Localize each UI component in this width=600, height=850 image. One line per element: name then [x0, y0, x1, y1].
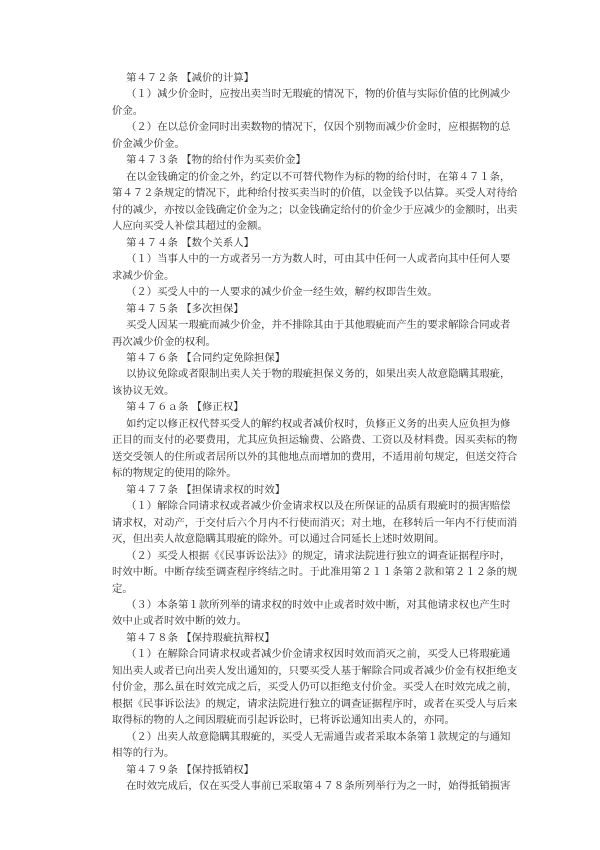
article-heading: 第４７８条 【保持瑕疵抗辩权】 [126, 631, 275, 644]
article-heading: 第４７２条 【减价的计算】 [126, 72, 254, 84]
text-line: （１）当事人中的一方或者另一方为数人时，可由其中任何一人或者向其中任何人要 [126, 253, 511, 266]
article [112, 70, 511, 152]
text-line: 在时效完成后，仅在买受人事前已采取第４７８条所列举行为之一时，始得抵销损害 [126, 780, 511, 793]
paragraph [112, 597, 511, 630]
text-line: 求减少价金。 [112, 269, 175, 282]
article [112, 235, 511, 301]
text-line: 灭，但出卖人故意隐瞒其瑕疵的除外。可以通过合同延长上述时效期间。 [112, 533, 445, 546]
article [112, 762, 511, 795]
text-line: 再次减少价金的权利。 [112, 335, 216, 348]
article-heading: 第４７５条 【多次担保】 [126, 302, 244, 315]
paragraph [112, 251, 511, 284]
paragraph [112, 86, 511, 119]
article-heading: 第４７３条 【物的给付作为买卖价金】 [126, 154, 306, 167]
document-page [112, 70, 518, 795]
article [112, 630, 518, 762]
article-heading: 第４７４条 【数个关系人】 [126, 236, 254, 249]
article-heading: 第４７９条 【保持抵销权】 [126, 763, 254, 776]
paragraph [112, 366, 511, 399]
text-line: 送交受领人的住所或者居所以外的其他地点而增加的费用，不适用前句规定，但送交符合 [112, 450, 518, 463]
text-line: 标的物规定的使用的除外。 [112, 467, 237, 480]
text-line: （１）在解除合同请求权或者减少价金请求权因时效而消灭之前，买受人已将瑕疵通 [126, 648, 511, 661]
text-line: 如约定以修正权代替买受人的解约权或者减价权时，负修正义务的出卖人应负担为修 [126, 417, 511, 430]
text-line: 定。 [112, 582, 133, 595]
paragraph [112, 284, 498, 300]
article [112, 301, 511, 350]
text-line: 该协议无效。 [112, 384, 175, 397]
paragraph [112, 498, 518, 547]
text-line: （２）在以总价金同时出卖数物的情况下，仅因个别物而减少价金时，应根据物的总 [126, 121, 511, 134]
text-line: 时效中断。中断存续至调查程序终结之时。于此准用第２１１条第２款和第２１２条的规 [112, 566, 518, 579]
article-heading: 第４７７条 【担保请求权的时效】 [126, 483, 286, 496]
article-heading: 第４７６条 【合同约定免除担保】 [126, 351, 286, 364]
paragraph [112, 778, 511, 794]
text-line: 效中止或者时效中断的效力。 [112, 615, 248, 628]
text-line: 人应向买受人补偿其超过的金额。 [112, 220, 268, 233]
text-line: 相等的行为。 [112, 747, 175, 760]
text-line: 付价金，那么虽在时效完成之后，买受人仍可以拒绝支付价金。买受人在时效完成之前， [112, 681, 518, 694]
text-line: 买受人因某一瑕疵而减少价金，并不排除其由于其他瑕疵而产生的要求解除合同或者 [126, 319, 511, 332]
text-line: 以协议免除或者限制出卖人关于物的瑕疵担保义务的，如果出卖人故意隐瞒其瑕疵， [126, 368, 511, 381]
text-line: （２）买受人中的一人要求的减少价金一经生效，解约权即告生效。 [126, 286, 438, 299]
article [112, 482, 518, 630]
text-line: 在以金钱确定的价金之外，约定以不可替代物作为标的物的给付时，在第４７１条， [126, 170, 511, 183]
text-line: （２）买受人根据《《民事诉讼法》》的规定，请求法院进行独立的调查证据程序时， [126, 549, 511, 562]
text-line: 价金。 [112, 104, 144, 117]
paragraph [112, 169, 518, 235]
paragraph [112, 119, 511, 152]
text-line: 价金减少价金。 [112, 137, 185, 150]
text-line: （２）出卖人故意隐瞒其瑕疵的，买受人无需通告或者采取本条第１款规定的与通知 [126, 730, 511, 743]
text-line: 知出卖人或者已向出卖人发出通知的，只要买受人基于解除合同或者减少价金有权拒绝支 [112, 664, 518, 677]
paragraph [112, 416, 518, 482]
article [112, 152, 518, 234]
paragraph [112, 646, 518, 728]
article-heading: 第４７６ａ条 【修正权】 [126, 401, 244, 414]
text-line: 取得标的物的人之间因瑕疵而引起诉讼时，已将诉讼通知出卖人的，亦同。 [112, 714, 455, 727]
paragraph [112, 548, 518, 597]
article [112, 350, 511, 399]
text-line: （３）本条第１款所列举的请求权的时效中止或者时效中断，对其他请求权也产生时 [126, 599, 511, 611]
text-line: 第４７２条规定的情况下，此种给付按买卖当时的价值，以金钱予以估算。买受人对待给 [112, 187, 518, 200]
paragraph [112, 729, 511, 762]
text-line: 请求权，对动产，于交付后六个月内不行使而消灭；对土地，在移转后一年内不行使而消 [112, 516, 518, 529]
text-line: （１）减少价金时，应按出卖当时无瑕疵的情况下，物的价值与实际价值的比例减少 [126, 88, 511, 101]
text-line: （１）解除合同请求权或者减少价金请求权以及在所保证的品质有瑕疵时的损害赔偿 [126, 500, 511, 513]
text-line: 付的减少，亦按以金钱确定价金为之；以金钱确定给付的价金少于应减少的金额时，出卖 [112, 203, 518, 216]
article [112, 399, 518, 481]
text-line: 根据《民事诉讼法》的规定，请求法院进行独立的调查证据程序时，或者在买受人与后来 [112, 697, 518, 710]
paragraph [112, 317, 511, 350]
text-line: 正目的而支付的必要费用，尤其应负担运输费、公路费、工资以及材料费。因买卖标的物 [112, 434, 518, 447]
